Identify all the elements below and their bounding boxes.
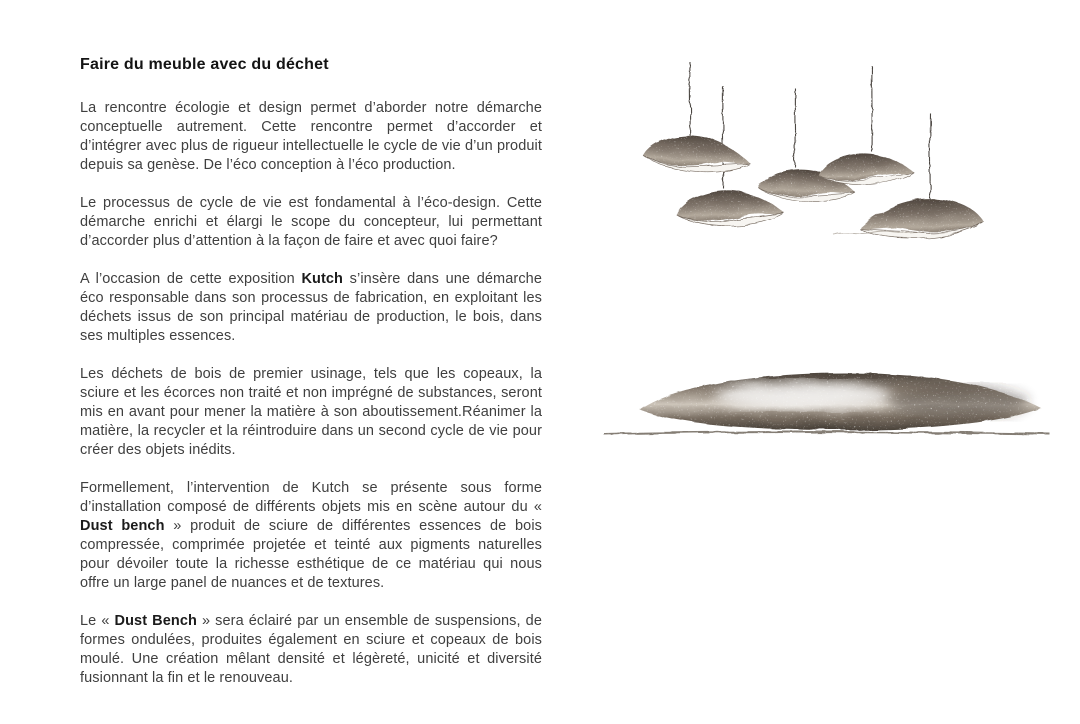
brand-name-kutch: Kutch	[301, 271, 344, 287]
text-segment: » produit de sciure de différentes essences de bois compressée, comprimée projetée et teinté aux pigments naturelles pour dévoiler toute la richesse esthétique de ce matériau qui nous offre un large panel de nuances et de textures.	[80, 518, 542, 591]
text-segment: s’insère dans une démarche éco responsable dans son processus de fabrication, en exploitant les déchets issus de son principal matériau de production, le bois, dans ses multiples essences.	[80, 271, 542, 344]
text-segment: Formellement, l’intervention de Kutch se présente sous forme d’installation composé de différents objets mis en scène autour du «	[80, 480, 542, 515]
text-segment: La rencontre écologie et design permet d’aborder notre démarche conceptuelle autrement. Cette rencontre permet d’accorder et d’intégrer avec plus de rigueur intellectuelle le cycle de vie d’un produit depuis sa genèse. De l’éco conception à l’éco production.	[80, 100, 542, 173]
text-segment: Les déchets de bois de premier usinage, tels que les copeaux, la sciure et les écorces non traité et non imprégné de substances, seront mis en avant pour mener la matière à son aboutissement.Réanimer la matière, la recycler et la réintroduire dans un second cycle de vie pour créer des objets inédits.	[80, 366, 542, 458]
bench-highlight	[715, 381, 891, 409]
suspensions-sketch	[608, 48, 1048, 258]
paragraph	[80, 365, 542, 460]
paragraph	[80, 612, 542, 688]
bench-shading	[888, 386, 1028, 418]
text-segment: Le processus de cycle de vie est fondamental à l’éco-design. Cette démarche enrichi et élargi le scope du concepteur, lui permettant d’accorder plus d’attention à la façon de faire et avec quoi faire?	[80, 195, 542, 249]
lamp-shade	[675, 188, 784, 227]
article-text	[80, 56, 542, 707]
text-segment: » sera éclairé par un ensemble de suspensions, de formes ondulées, produites également en sciure et copeaux de bois moulé. Une création mêlant densité et légèreté, unicité et diversité fusionnant la fin et le renouveau.	[80, 613, 542, 686]
paragraph	[80, 479, 542, 593]
paragraph	[80, 99, 542, 175]
paragraph	[80, 194, 542, 251]
product-name-dust-bench: Dust bench	[80, 518, 165, 534]
page-title: Faire du meuble avec du déchet	[80, 56, 329, 73]
paragraph	[80, 270, 542, 346]
lamp-shade	[643, 134, 751, 175]
bench-sketch	[598, 348, 1060, 448]
lamp-shade	[858, 197, 985, 240]
text-segment: Le «	[80, 613, 115, 629]
product-name-dust-bench: Dust Bench	[114, 613, 197, 629]
text-segment: A l’occasion de cette exposition	[80, 271, 302, 287]
ground-line	[604, 432, 1050, 434]
